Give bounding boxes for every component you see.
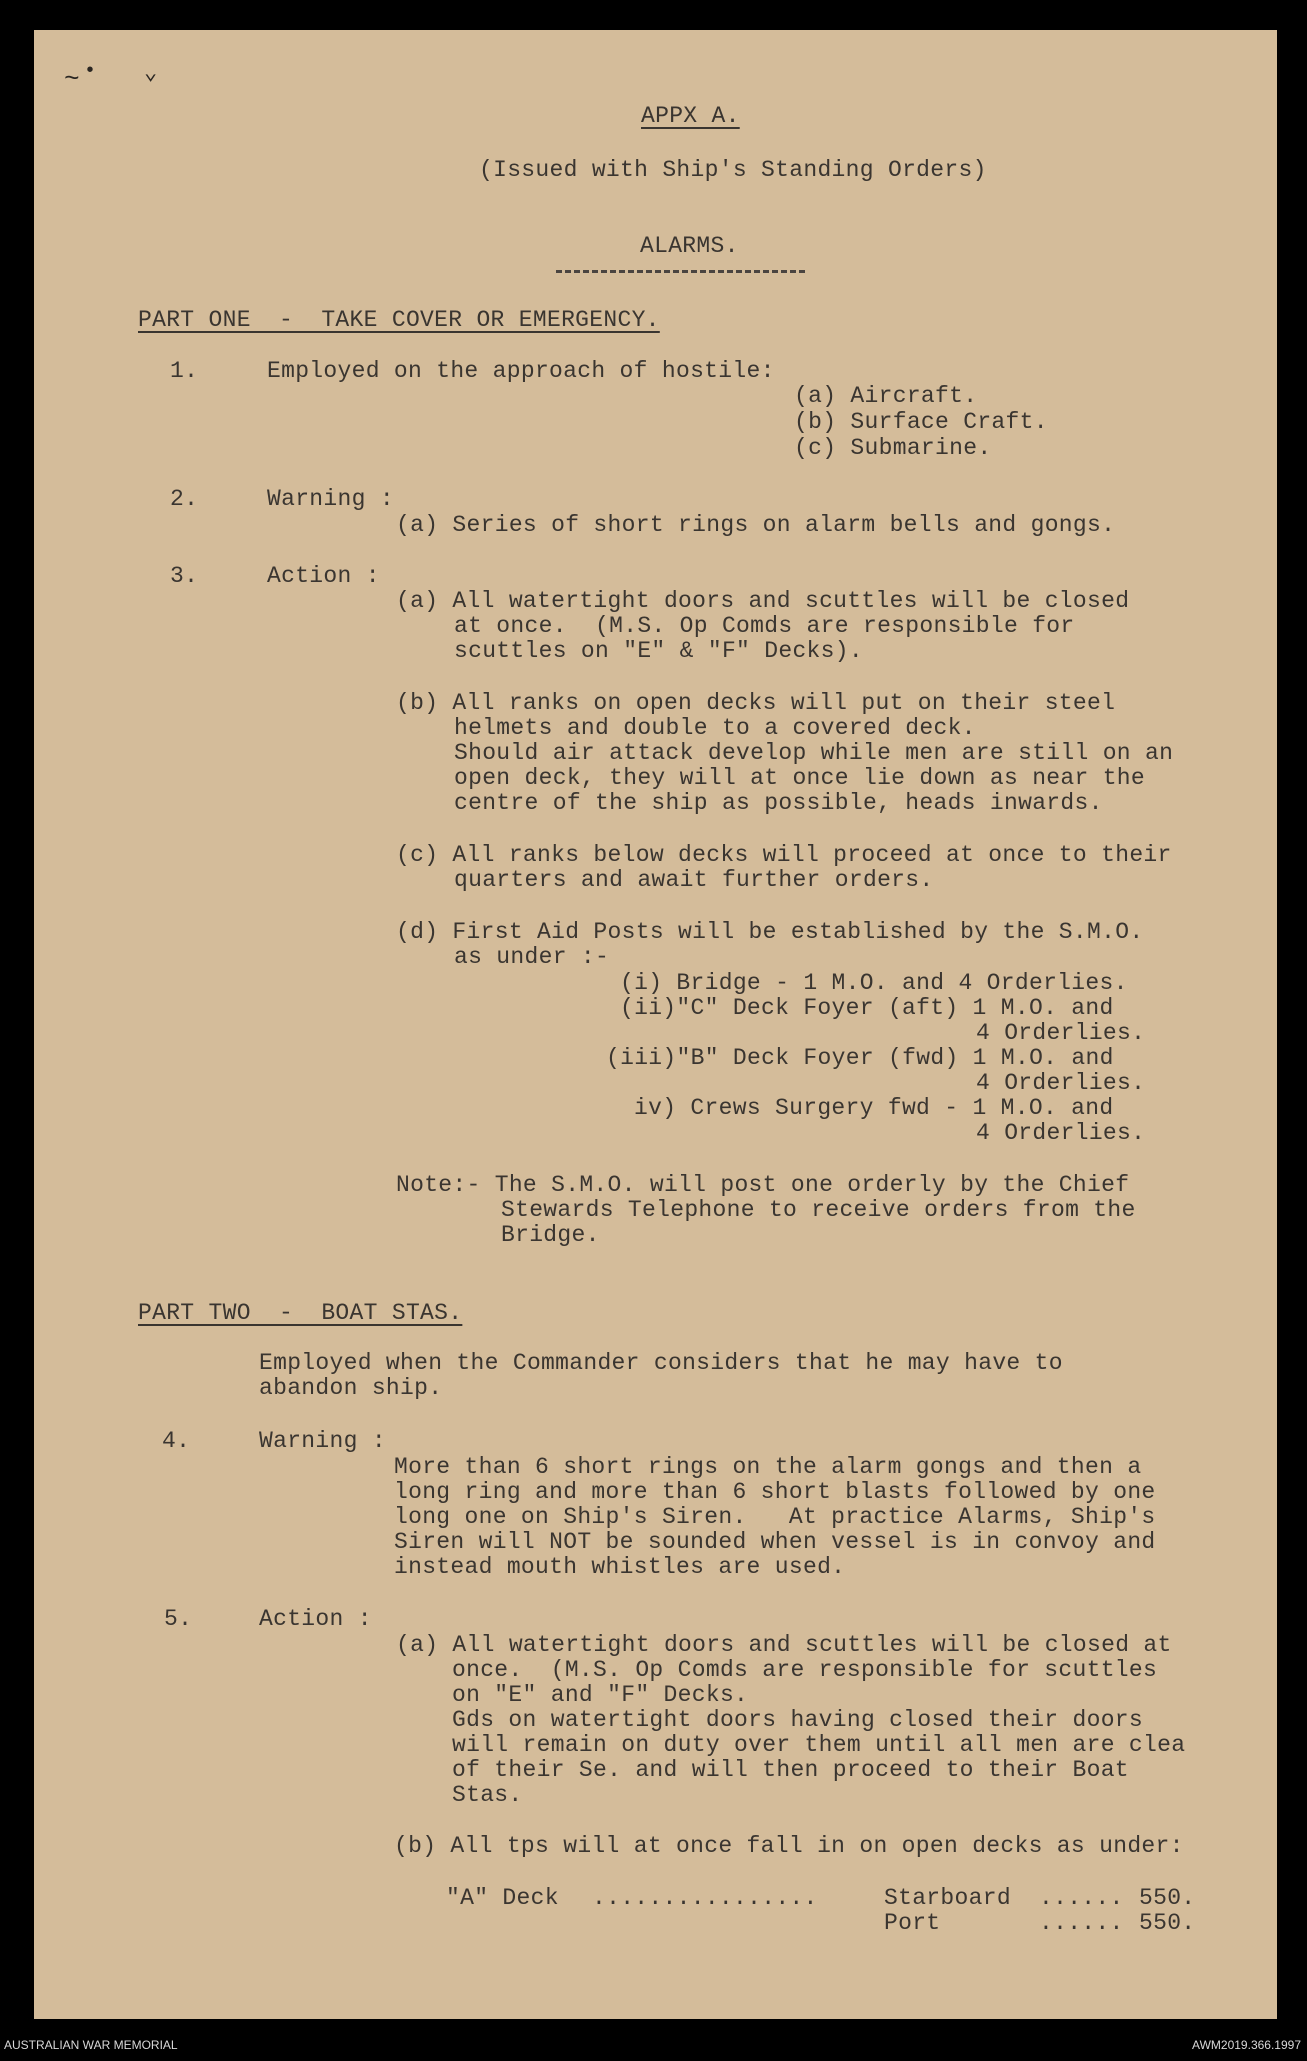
first-aid-post: (iii)"B" Deck Foyer (fwd) 1 M.O. and — [606, 1045, 1114, 1071]
item-5-label: Action : — [259, 1606, 372, 1632]
first-aid-post: (ii)"C" Deck Foyer (aft) 1 M.O. and — [620, 995, 1114, 1021]
note-line: Bridge. — [501, 1222, 600, 1248]
starboard-leader: ...... — [1039, 1885, 1124, 1911]
item-5-a-line: will remain on duty over them until all men are clea — [452, 1732, 1186, 1758]
item-3-label: Action : — [267, 563, 380, 589]
item-2-a: (a) Series of short rings on alarm bells and gongs. — [396, 512, 1116, 538]
item-5-number: 5. — [164, 1606, 193, 1632]
item-1-text: Employed on the approach of hostile: — [267, 358, 775, 384]
item-4-line: long one on Ship's Siren. At practice Alarms, Ship's — [394, 1504, 1156, 1530]
appendix-subtitle: (Issued with Ship's Standing Orders) — [479, 157, 987, 183]
deck-a-leader: ................ — [592, 1885, 818, 1911]
item-3-c-line: quarters and await further orders. — [454, 867, 934, 893]
item-5-a-line: (a) All watertight doors and scuttles will be closed at — [396, 1632, 1172, 1658]
item-3-number: 3. — [170, 563, 199, 589]
item-4-label: Warning : — [259, 1428, 386, 1454]
item-4-number: 4. — [162, 1428, 191, 1454]
item-3-b-line: (b) All ranks on open decks will put on their steel — [396, 690, 1116, 716]
item-3-b-line: open deck, they will at once lie down as near the — [454, 765, 1146, 791]
port-value: 550. — [1139, 1910, 1196, 1936]
first-aid-post: 4 Orderlies. — [976, 1120, 1146, 1146]
port-label: Port — [884, 1910, 941, 1936]
port-leader: ...... — [1039, 1910, 1124, 1936]
item-4-line: long ring and more than 6 short blasts followed by one — [394, 1479, 1156, 1505]
item-3-a-line: scuttles on "E" & "F" Decks). — [454, 638, 863, 664]
starboard-value: 550. — [1139, 1885, 1196, 1911]
item-4-line: Siren will NOT be sounded when vessel is in convoy and — [394, 1529, 1156, 1555]
item-3-d-line: as under :- — [454, 944, 610, 970]
item-1-b: (b) Surface Craft. — [794, 409, 1048, 435]
item-4-line: instead mouth whistles are used. — [394, 1554, 846, 1580]
item-3-a-line: (a) All watertight doors and scuttles will be closed — [396, 588, 1130, 614]
item-5-a-line: Gds on watertight doors having closed their doors — [452, 1707, 1144, 1733]
note-line: Note:- The S.M.O. will post one orderly by the Chief — [396, 1172, 1130, 1198]
heading-rule — [556, 270, 805, 273]
item-5-a-line: once. (M.S. Op Comds are responsible for scuttles — [452, 1657, 1158, 1683]
item-3-b-line: centre of the ship as possible, heads inwards. — [454, 790, 1103, 816]
item-5-b: (b) All tps will at once fall in on open decks as under: — [394, 1833, 1184, 1859]
deck-a-label: "A" Deck — [446, 1885, 559, 1911]
footer-credit: AUSTRALIAN WAR MEMORIAL — [4, 2038, 178, 2052]
item-3-b-line: Should air attack develop while men are still on an — [454, 740, 1174, 766]
ink-mark: ⌄ — [144, 61, 158, 86]
item-3-c-line: (c) All ranks below decks will proceed at once to their — [396, 842, 1172, 868]
first-aid-post: 4 Orderlies. — [976, 1020, 1146, 1046]
item-5-a-line: Stas. — [452, 1782, 523, 1808]
first-aid-post: (i) Bridge - 1 M.O. and 4 Orderlies. — [620, 970, 1128, 996]
item-1-a: (a) Aircraft. — [794, 383, 978, 409]
note-line: Stewards Telephone to receive orders from the — [501, 1197, 1136, 1223]
item-3-a-line: at once. (M.S. Op Comds are responsible for — [454, 613, 1075, 639]
item-3-d-line: (d) First Aid Posts will be established by the S.M.O. — [396, 919, 1144, 945]
part-two-intro: abandon ship. — [259, 1375, 443, 1401]
item-1-number: 1. — [170, 358, 199, 384]
starboard-label: Starboard — [884, 1885, 1011, 1911]
alarms-heading: ALARMS. — [640, 233, 739, 259]
part-two-intro: Employed when the Commander considers that he may have to — [259, 1350, 1063, 1376]
appendix-title: APPX A. — [641, 103, 740, 129]
document-page — [34, 30, 1277, 2019]
item-3-b-line: helmets and double to a covered deck. — [454, 715, 976, 741]
item-5-a-line: on "E" and "F" Decks. — [452, 1682, 749, 1708]
item-1-c: (c) Submarine. — [794, 435, 992, 461]
ink-mark: • — [84, 60, 97, 83]
part-one-heading: PART ONE - TAKE COVER OR EMERGENCY. — [138, 307, 660, 333]
item-4-line: More than 6 short rings on the alarm gongs and then a — [394, 1454, 1142, 1480]
item-2-number: 2. — [170, 486, 199, 512]
first-aid-post: 4 Orderlies. — [976, 1070, 1146, 1096]
item-2-label: Warning : — [267, 486, 394, 512]
first-aid-post: iv) Crews Surgery fwd - 1 M.O. and — [634, 1095, 1114, 1121]
item-5-a-line: of their Se. and will then proceed to their Boat — [452, 1757, 1129, 1783]
part-two-heading: PART TWO - BOAT STAS. — [138, 1300, 463, 1326]
ink-mark: ~ — [64, 64, 80, 94]
footer-accession-number: AWM2019.366.1997 — [1192, 2038, 1301, 2052]
